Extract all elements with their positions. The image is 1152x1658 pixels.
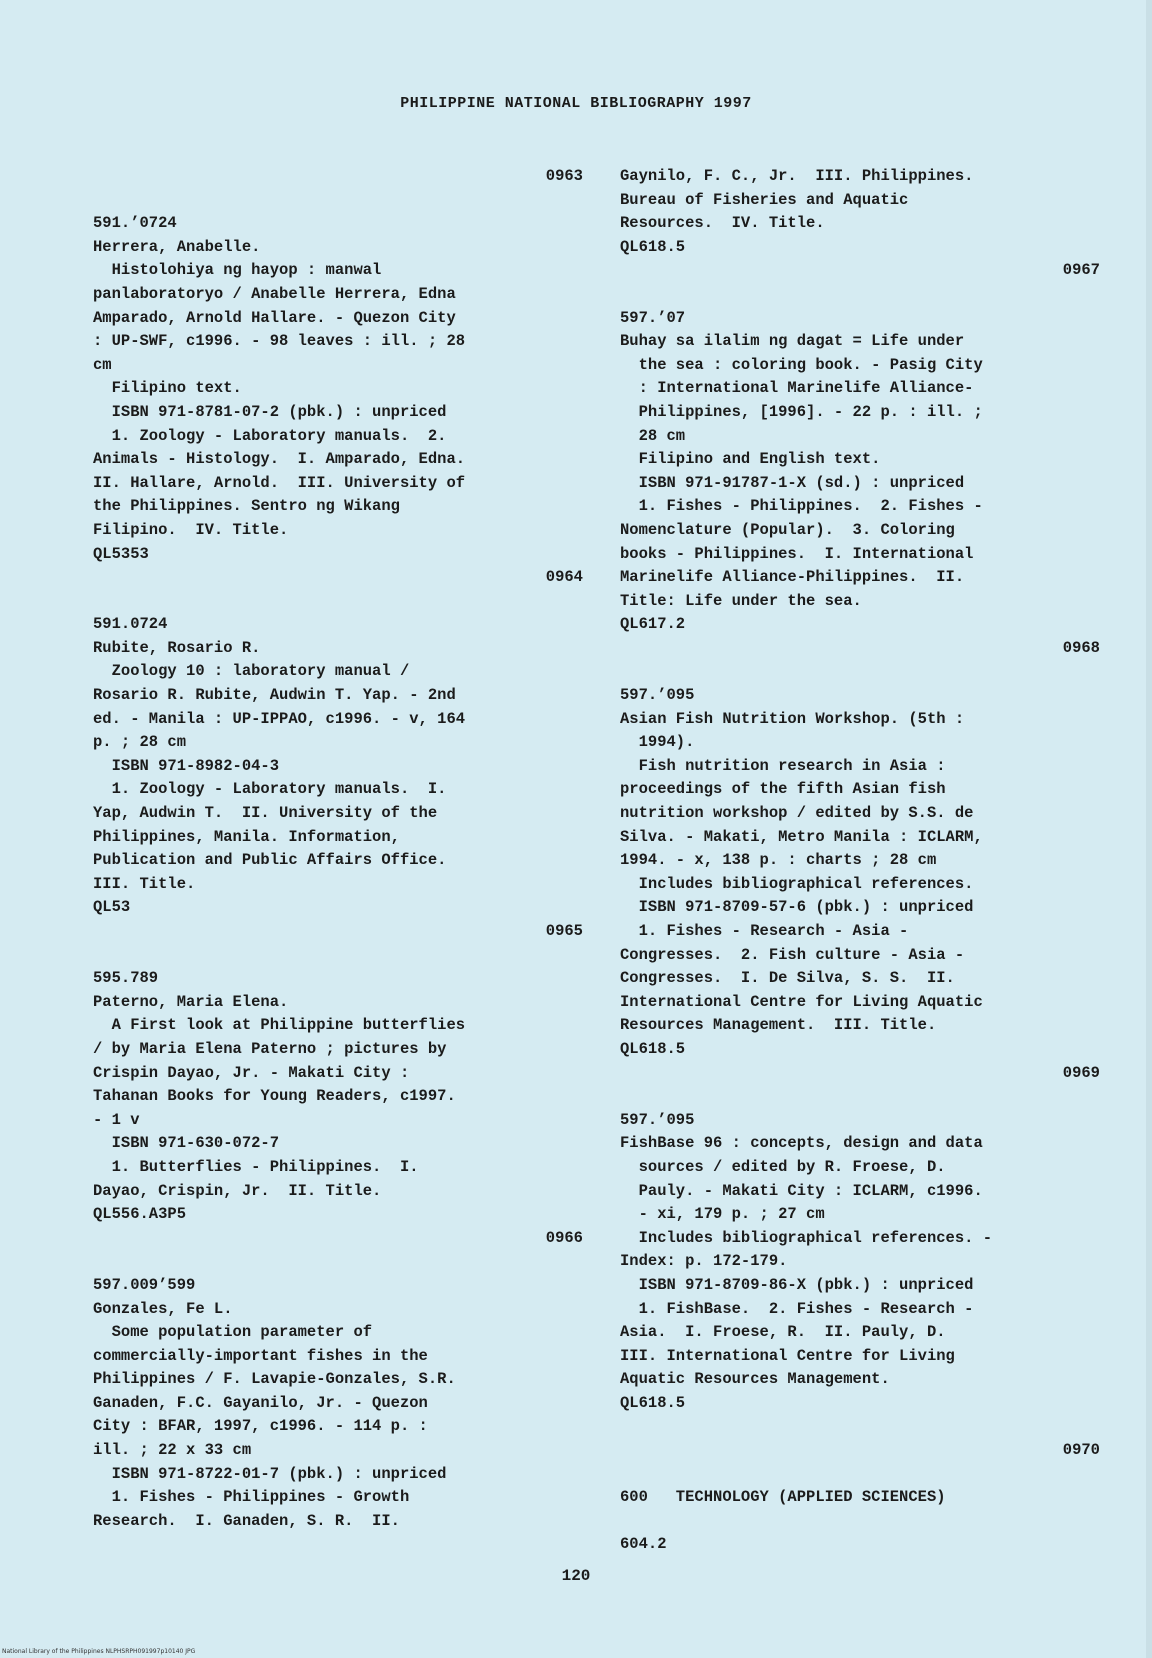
record-line: Filipino. IV. Title. [93,520,289,539]
record-line: Animals - Histology. I. Amparado, Edna. [93,450,466,469]
record-line: / by Maria Elena Paterno ; pictures by [93,1039,447,1058]
record-line: books - Philippines. I. International [620,544,974,563]
record-line: 1994. - x, 138 p. : charts ; 28 cm [620,851,937,870]
record-line: Bureau of Fisheries and Aquatic [620,190,909,209]
record-line: III. International Centre for Living [620,1346,955,1365]
entry-number: 0969 [1062,1063,1100,1082]
page-header: PHILIPPINE NATIONAL BIBLIOGRAPHY 1997 [400,95,752,112]
record-line: Histolohiya ng hayop : manwal [93,261,382,280]
blank-line [620,660,1100,684]
record-line: 1994). [620,733,695,752]
record-line: 1. FishBase. 2. Fishes - Research - [620,1299,974,1318]
entry-number: 0963 [545,167,583,185]
record-line: 1. Zoology - Laboratory manuals. 2. [93,426,447,445]
record-line: ISBN 971-8982-04-3 [93,756,280,775]
blank-line [620,1085,1100,1109]
blank-line [93,590,583,614]
record-line: cm [93,355,112,374]
record-line: QL556.A3P5 [93,1205,187,1224]
record-line: Resources. IV. Title. [620,214,825,233]
record-line: Amparado, Arnold Hallare. - Quezon City [93,308,456,327]
left-column [93,165,583,1533]
page-edge [1146,0,1152,1658]
entry-number: 0964 [545,568,583,587]
record-line: Rubite, Rosario R. [93,638,261,657]
record-line: Asia. I. Froese, R. II. Pauly, D. [620,1323,946,1342]
record-line: Includes bibliographical references. - [620,1228,993,1247]
page-number: 120 [561,1567,591,1585]
record-line: 604.2 [620,1535,667,1554]
record-line: Philippines, [1996]. - 22 p. : ill. ; [620,402,983,421]
record-line: Aquatic Resources Management. [620,1370,890,1389]
blank-line [620,283,1100,307]
record-line: Yap, Audwin T. II. University of the [93,804,438,823]
record-line: QL5353 [93,544,149,563]
record-line: 597.’095 [620,1110,695,1129]
record-line: 1. Butterflies - Philippines. I. [93,1157,419,1176]
record-line: Tahanan Books for Young Readers, c1997. [93,1087,456,1106]
record-line: 597.’095 [620,686,695,705]
entry-number: 0965 [545,922,583,940]
record-line: 591.’0724 [93,214,177,233]
record-line: QL617.2 [620,615,686,634]
record-line: International Centre for Living Aquatic [620,992,983,1011]
blank-line [620,1415,1100,1439]
record-line: II. Hallare, Arnold. III. University of [93,473,466,492]
right-column [620,165,1100,1557]
record-line: 1. Fishes - Research - Asia - [620,922,909,940]
record-line: Pauly. - Makati City : ICLARM, c1996. [620,1181,983,1200]
record-line: Ganaden, F.C. Gayanilo, Jr. - Quezon [93,1393,428,1412]
record-line: p. ; 28 cm [93,733,187,752]
record-line: Filipino and English text. [620,450,881,469]
record-line: - 1 v [93,1110,140,1129]
record-line: ISBN 971-8709-57-6 (pbk.) : unpriced [620,898,974,917]
record-line: Nomenclature (Popular). 3. Coloring [620,520,955,539]
record-line: the sea : coloring book. - Pasig City [620,355,983,374]
record-line: Dayao, Crispin, Jr. II. Title. [93,1181,382,1200]
record-line: QL618.5 [620,1039,686,1058]
record-line: 591.0724 [93,615,168,634]
record-line: Index: p. 172-179. [620,1252,788,1271]
record-line: Publication and Public Affairs Office. [93,851,447,870]
record-line: Philippines, Manila. Information, [93,827,400,846]
record-line: 1. Zoology - Laboratory manuals. I. [93,780,447,799]
record-line: Some population parameter of [93,1323,373,1342]
record-line: 595.789 [93,969,159,988]
blank-line [620,1463,1100,1487]
record-line: proceedings of the fifth Asian fish [620,780,946,799]
record-line: Title: Life under the sea. [620,591,862,610]
record-line: 600 TECHNOLOGY (APPLIED SCIENCES) [620,1488,946,1507]
record-line: Congresses. I. De Silva, S. S. II. [620,969,955,988]
record-line: QL53 [93,898,131,917]
blank-line [93,1250,583,1274]
scan-footer: National Library of the Philippines NLPHSRPH091997p10140 JPG [2,1648,196,1655]
record-line: Fish nutrition research in Asia : [620,756,946,775]
record-line: ISBN 971-8781-07-2 (pbk.) : unpriced [93,402,447,421]
record-line: Resources Management. III. Title. [620,1016,937,1035]
blank-line [620,1510,1100,1534]
record-line: QL618.5 [620,237,686,256]
record-line: City : BFAR, 1997, c1996. - 114 p. : [93,1417,428,1436]
record-line: panlaboratoryo / Anabelle Herrera, Edna [93,284,456,303]
record-line: Buhay sa ilalim ng dagat = Life under [620,332,965,351]
record-line: 28 cm [620,426,686,445]
record-line: ISBN 971-8722-01-7 (pbk.) : unpriced [93,1464,447,1483]
record-line: Zoology 10 : laboratory manual / [93,662,410,681]
entry-number: 0966 [545,1228,583,1247]
record-line: 1. Fishes - Philippines - Growth [93,1488,410,1507]
record-line: ed. - Manila : UP-IPPAO, c1996. - v, 164 [93,709,466,728]
record-line: ill. ; 22 x 33 cm [93,1441,252,1460]
record-line: nutrition workshop / edited by S.S. de [620,804,974,823]
record-line: ISBN 971-91787-1-X (sd.) : unpriced [620,473,965,492]
record-line: FishBase 96 : concepts, design and data [620,1134,983,1153]
record-line: Paterno, Maria Elena. [93,992,289,1011]
record-line: Crispin Dayao, Jr. - Makati City : [93,1063,410,1082]
record-line: ISBN 971-630-072-7 [93,1134,280,1153]
record-line: 1. Fishes - Philippines. 2. Fishes - [620,497,983,516]
record-line: Gaynilo, F. C., Jr. III. Philippines. [620,167,974,185]
record-line: sources / edited by R. Froese, D. [620,1157,946,1176]
record-line: 597.009’599 [93,1275,196,1294]
record-line: Asian Fish Nutrition Workshop. (5th : [620,709,965,728]
record-line: Research. I. Ganaden, S. R. II. [93,1511,400,1530]
record-line: III. Title. [93,874,196,893]
record-line: : International Marinelife Alliance- [620,379,974,398]
entry-number: 0970 [1062,1441,1100,1460]
record-line: - xi, 179 p. ; 27 cm [620,1205,825,1224]
record-line: Rosario R. Rubite, Audwin T. Yap. - 2nd [93,686,456,705]
record-line: the Philippines. Sentro ng Wikang [93,497,400,516]
record-line: Filipino text. [93,379,242,398]
record-line: 597.’07 [620,308,686,327]
record-line: : UP-SWF, c1996. - 98 leaves : ill. ; 28 [93,332,466,351]
record-line: Marinelife Alliance-Philippines. II. [620,568,965,587]
record-line: QL618.5 [620,1393,686,1412]
blank-line [93,189,583,213]
record-line: Silva. - Makati, Metro Manila : ICLARM, [620,827,983,846]
entry-number: 0968 [1062,638,1100,657]
record-line: Gonzales, Fe L. [93,1299,233,1318]
entry-number: 0967 [1062,261,1100,280]
record-line: commercially-important fishes in the [93,1346,428,1365]
record-line: ISBN 971-8709-86-X (pbk.) : unpriced [620,1275,974,1294]
record-line: Herrera, Anabelle. [93,237,261,256]
record-line: Congresses. 2. Fish culture - Asia - [620,945,965,964]
record-line: A First look at Philippine butterflies [93,1016,466,1035]
record-line: Philippines / F. Lavapie-Gonzales, S.R. [93,1370,456,1389]
record-line: Includes bibliographical references. [620,874,974,893]
blank-line [93,944,583,968]
